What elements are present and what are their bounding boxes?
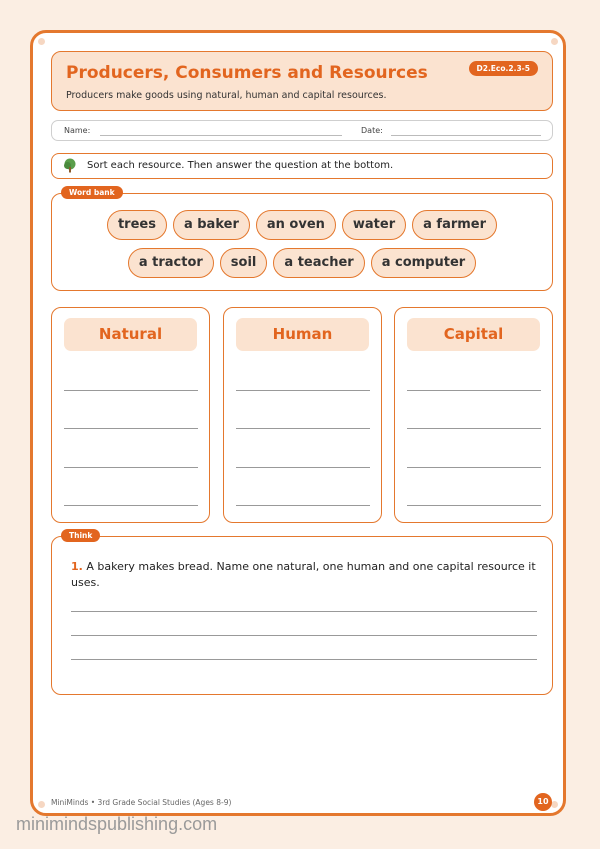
answer-line[interactable] [71,611,537,612]
word-chip[interactable]: a tractor [128,248,214,278]
word-chip[interactable]: trees [107,210,167,240]
header-banner [51,51,553,111]
instructions-text: Sort each resource. Then answer the question at the bottom. [87,160,394,171]
word-chip[interactable]: soil [220,248,268,278]
corner-dot [38,801,45,808]
writing-line[interactable] [64,390,198,391]
column-heading: Capital [407,318,540,351]
answer-line[interactable] [71,659,537,660]
watermark: minimindspublishing.com [16,814,218,834]
worksheet-page [30,30,566,816]
think-label: Think [61,529,100,542]
sort-column-natural [51,307,210,523]
page-subtitle: Producers make goods using natural, human and capital resources. [66,90,387,101]
writing-line[interactable] [407,428,541,429]
page-title: Producers, Consumers and Resources [66,63,428,83]
sort-column-human [223,307,382,523]
writing-line[interactable] [64,505,198,506]
word-chip[interactable]: a baker [173,210,250,240]
corner-dot [551,38,558,45]
word-chip[interactable]: a farmer [412,210,497,240]
writing-line[interactable] [407,467,541,468]
date-label: Date: [361,126,383,135]
word-bank-label: Word bank [61,186,123,199]
writing-line[interactable] [236,505,370,506]
tree-icon [63,158,77,173]
writing-line[interactable] [64,428,198,429]
word-chip[interactable]: water [342,210,406,240]
corner-dot [38,38,45,45]
column-heading: Human [236,318,369,351]
question-number: 1. [71,560,83,573]
footer-text: MiniMinds • 3rd Grade Social Studies (Ages 8-9) [51,798,232,807]
instructions-box [51,153,553,179]
word-chip[interactable]: an oven [256,210,336,240]
page-number: 10 [534,793,552,811]
writing-line[interactable] [64,467,198,468]
corner-dot [551,801,558,808]
writing-line[interactable] [407,505,541,506]
think-box [51,536,553,695]
writing-line[interactable] [407,390,541,391]
word-chip[interactable]: a computer [371,248,476,278]
answer-line[interactable] [71,635,537,636]
standard-code-badge: D2.Eco.2.3-5 [469,61,538,76]
word-chip[interactable]: a teacher [273,248,364,278]
writing-line[interactable] [236,428,370,429]
writing-line[interactable] [236,467,370,468]
date-field[interactable] [391,135,541,136]
word-bank-row [52,210,552,240]
name-date-row [51,120,553,141]
question-text: A bakery makes bread. Name one natural, one human and one capital resource it uses. [71,560,536,589]
word-bank [51,193,553,291]
name-label: Name: [64,126,91,135]
name-field[interactable] [100,135,342,136]
writing-line[interactable] [236,390,370,391]
word-bank-row [52,248,552,278]
sort-column-capital [394,307,553,523]
column-heading: Natural [64,318,197,351]
question [71,559,541,591]
